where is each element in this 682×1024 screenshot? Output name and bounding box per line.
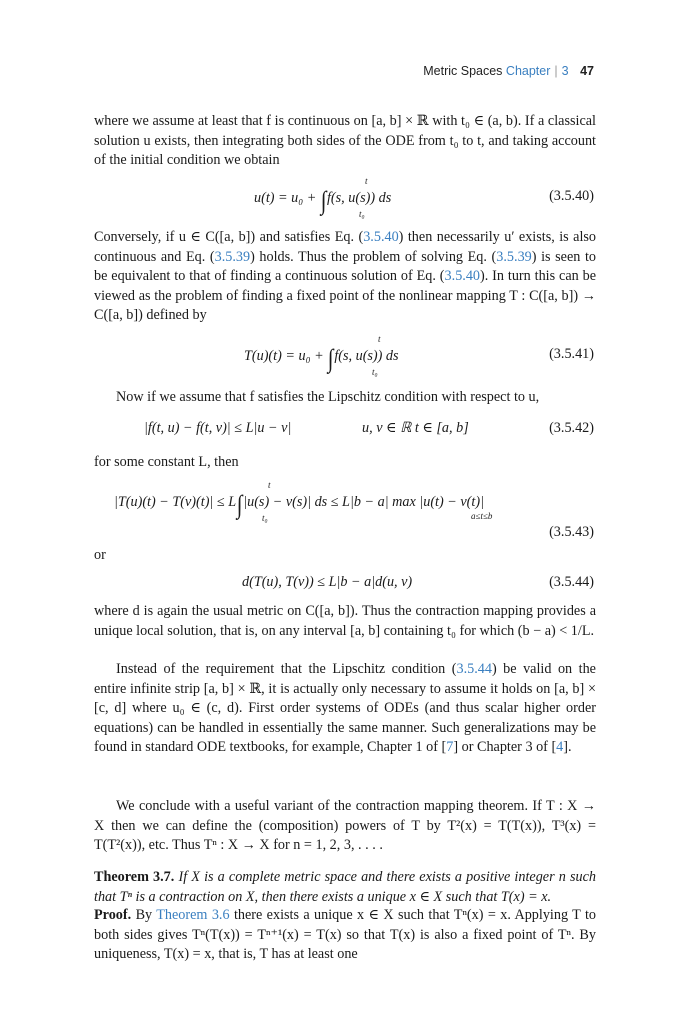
eq41-integrand: f(s, u(s)) ds xyxy=(334,348,399,364)
eq41-number: (3.5.41) xyxy=(549,346,594,362)
ref-4[interactable]: 4 xyxy=(556,739,564,756)
eq40-lower: t₀ xyxy=(359,209,365,219)
paragraph-5 xyxy=(94,602,596,641)
header-chapter: Chapter xyxy=(505,64,551,78)
proof-label: Proof. xyxy=(94,907,132,923)
or-text xyxy=(94,546,596,566)
ref-3-5-39-b[interactable]: 3.5.39 xyxy=(496,248,532,265)
ref-3-5-39[interactable]: 3.5.39 xyxy=(214,248,251,265)
equation-3-5-44 xyxy=(94,574,596,598)
theorem-label: Theorem 3.7. xyxy=(94,869,175,885)
theorem-text: If X is a complete metric space and there exists a positive integer n such that Tⁿ is a contraction on X, then there exists a unique x ∈ X such that T(x) = x. xyxy=(94,869,597,905)
eq42-condition: u, v ∈ ℝ t ∈ [a, b] xyxy=(362,420,469,436)
eq43-upper: t xyxy=(268,480,271,490)
paragraph-7 xyxy=(94,797,596,856)
theorem-3-7 xyxy=(94,868,596,907)
equation-3-5-43: |T(u)(t) − T(v)(t)| ≤ L∫|u(s) − v(s)| ds ≤ L|b − a| max |u(t) − v(t)| t t₀ a≤t≤b (3.5.43) xyxy=(114,480,594,540)
eq40-integrand: f(s, u(s)) ds xyxy=(326,190,392,206)
eq40-number: (3.5.40) xyxy=(549,188,594,204)
paragraph-3-text: Now if we assume that f satisfies the Lipschitz condition with respect to u, xyxy=(116,389,540,405)
equation-3-5-41: T(u)(t) = u₀ + ∫f(s, u(s)) ds t t₀ (3.5.41) xyxy=(244,334,594,377)
eq40-lhs: u(t) = u₀ + xyxy=(254,190,320,206)
eq42-number: (3.5.42) xyxy=(549,420,594,436)
running-header: Metric Spaces Chapter | 3 47 xyxy=(423,64,594,78)
paragraph-4 xyxy=(94,453,596,473)
eq41-upper: t xyxy=(378,334,381,344)
paragraph-7-text: We conclude with a useful variant of the contraction mapping theorem. If T : X → X then we can define the (composition) powers of T by T²(x) = T(T(x)), T³(x) = T(T²(x)), etc. Thus Tⁿ : X → X for n = 1, 2, 3, . . . . xyxy=(94,798,596,854)
paragraph-1-text: where we assume at least that f is continuous on [a, b] × ℝ with t₀ ∈ (a, b). If a classical solution u exists, then integrating both sides of the ODE from t₀ to t, and taking account of the initial condition we obtain xyxy=(94,113,596,169)
eq44-number: (3.5.44) xyxy=(549,574,594,590)
paragraph-2: Conversely, if u ∈ C([a, b]) and satisfies Eq. (3.5.40) then necessarily u′ exists, is also continuous and Eq. (3.5.39) holds. Thus the problem of solving Eq. (3.5.39) is seen to be equivalent to that of finding a continuous solution of Eq. (3.5.40). In turn this can be viewed as the problem of finding a fixed point of the nonlinear mapping T : C([a, b]) → C([a, b]) defined by xyxy=(94,229,597,324)
ref-3-5-40[interactable]: 3.5.40 xyxy=(363,229,399,245)
proof: Proof. By Theorem 3.6 there exists a unique x ∈ X such that Tⁿ(x) = x. Applying T to both sides gives Tⁿ(T(x)) = Tⁿ⁺¹(x) = T(x) so that T(x) is also a fixed point of Tⁿ. By uniqueness, T(x) = x, that is, T has at least one xyxy=(94,907,596,963)
paragraph-1 xyxy=(94,112,596,171)
eq40-upper: t xyxy=(365,176,368,186)
eq43-max-sub: a≤t≤b xyxy=(471,511,493,521)
eq43-lhs: |T(u)(t) − T(v)(t)| ≤ L xyxy=(114,494,237,510)
paragraph-4-text: for some constant L, then xyxy=(94,454,239,470)
ref-7[interactable]: 7 xyxy=(446,739,454,756)
paragraph-5-text: where d is again the usual metric on C([a, b]). Thus the contraction mapping provides a unique local solution, that is, on any interval [a, b] containing t₀ for which (b − a) < 1/L. xyxy=(94,603,596,639)
eq44-body: d(T(u), T(v)) ≤ L|b − a|d(u, v) xyxy=(242,574,413,590)
eq41-lower: t₀ xyxy=(372,367,378,377)
equation-3-5-42 xyxy=(94,420,596,444)
paragraph-6: Instead of the requirement that the Lipschitz condition (3.5.44) be valid on the entire infinite strip [a, b] × ℝ, it is actually only necessary to assume it holds on [a, b] × [c, d] where u₀ ∈ (c, d). First order systems of ODEs (and thus scalar higher order equations) can be handled in essentially the same manner. Such generalizations may be found in standard ODE textbooks, for example, Chapter 1 of [7] or Chapter 3 of [4]. xyxy=(94,661,596,756)
eq43-integrand: |u(s) − v(s)| ds ≤ L|b − a| max |u(t) − v(t)| xyxy=(243,494,484,510)
ref-theorem-3-6[interactable]: Theorem 3.6 xyxy=(156,907,230,923)
equation-3-5-40: u(t) = u₀ + ∫f(s, u(s)) ds t t₀ (3.5.40) xyxy=(254,176,594,219)
eq42-body: |f(t, u) − f(t, v)| ≤ L|u − v| xyxy=(144,420,292,436)
ref-3-5-44[interactable]: 3.5.44 xyxy=(456,661,492,677)
header-chapter-num: 3 xyxy=(561,64,569,78)
eq43-number: (3.5.43) xyxy=(549,524,594,540)
eq43-lower: t₀ xyxy=(262,513,268,523)
page-number: 47 xyxy=(580,64,594,78)
eq41-lhs: T(u)(t) = u₀ + xyxy=(244,348,328,364)
or-word: or xyxy=(94,547,106,563)
ref-3-5-40-b[interactable]: 3.5.40 xyxy=(444,268,481,285)
paragraph-3 xyxy=(94,388,596,408)
header-title: Metric Spaces xyxy=(423,64,503,78)
